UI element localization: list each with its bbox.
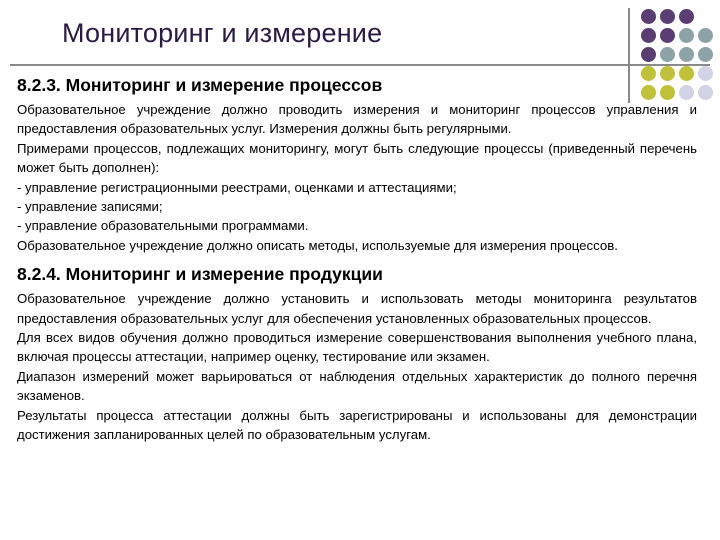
- decor-dot: [660, 9, 675, 24]
- decor-dot: [679, 28, 694, 43]
- decor-horizontal-line: [10, 64, 710, 66]
- decor-dot: [641, 47, 656, 62]
- decor-dot: [698, 47, 713, 62]
- paragraph: Образовательное учреждение должно установить и использовать методы мониторинга результатов предоставления образовательных услуг для обеспечения установленных образовательных процессов.: [17, 291, 697, 326]
- slide-content: [17, 70, 697, 445]
- decor-dot: [660, 28, 675, 43]
- decor-dot: [698, 85, 713, 100]
- decor-dot: [679, 47, 694, 62]
- decor-dot: [679, 9, 694, 24]
- decor-dot: [641, 9, 656, 24]
- decor-dot: [698, 28, 713, 43]
- decor-dot: [660, 47, 675, 62]
- paragraph: Для всех видов обучения должно проводиться измерение совершенствования выполнения учебного плана, включая процессы аттестации, например оценку, тестирование или экзамен.: [17, 330, 697, 365]
- list-item: - управление образовательными программами.: [17, 218, 309, 234]
- paragraph: Результаты процесса аттестации должны быть зарегистрированы и использованы для демонстрации достижения запланированных целей по образовательным услугам.: [17, 407, 697, 443]
- list-item: - управление регистрационными реестрами, оценками и аттестациями;: [17, 179, 457, 195]
- paragraph: Образовательное учреждение должно описать методы, используемые для измерения процессов.: [17, 237, 618, 253]
- paragraph: Диапазон измерений может варьироваться от наблюдения отдельных характеристик до полного перечня экзаменов.: [17, 368, 697, 404]
- section-heading: 8.2.4. Мониторинг и измерение продукции: [17, 264, 383, 285]
- paragraph: Примерами процессов, подлежащих мониторингу, могут быть следующие процессы (приведенный перечень может быть дополнен):: [17, 140, 697, 176]
- decor-dot: [698, 66, 713, 81]
- slide-title: Мониторинг и измерение: [62, 18, 383, 48]
- paragraph: Образовательное учреждение должно проводить измерения и мониторинг процессов управления и предоставления образовательных услуг. Измерения должны быть регулярными.: [17, 102, 697, 137]
- list-item: - управление записями;: [17, 199, 163, 215]
- section-heading: 8.2.3. Мониторинг и измерение процессов: [17, 75, 383, 95]
- decor-dot: [641, 28, 656, 43]
